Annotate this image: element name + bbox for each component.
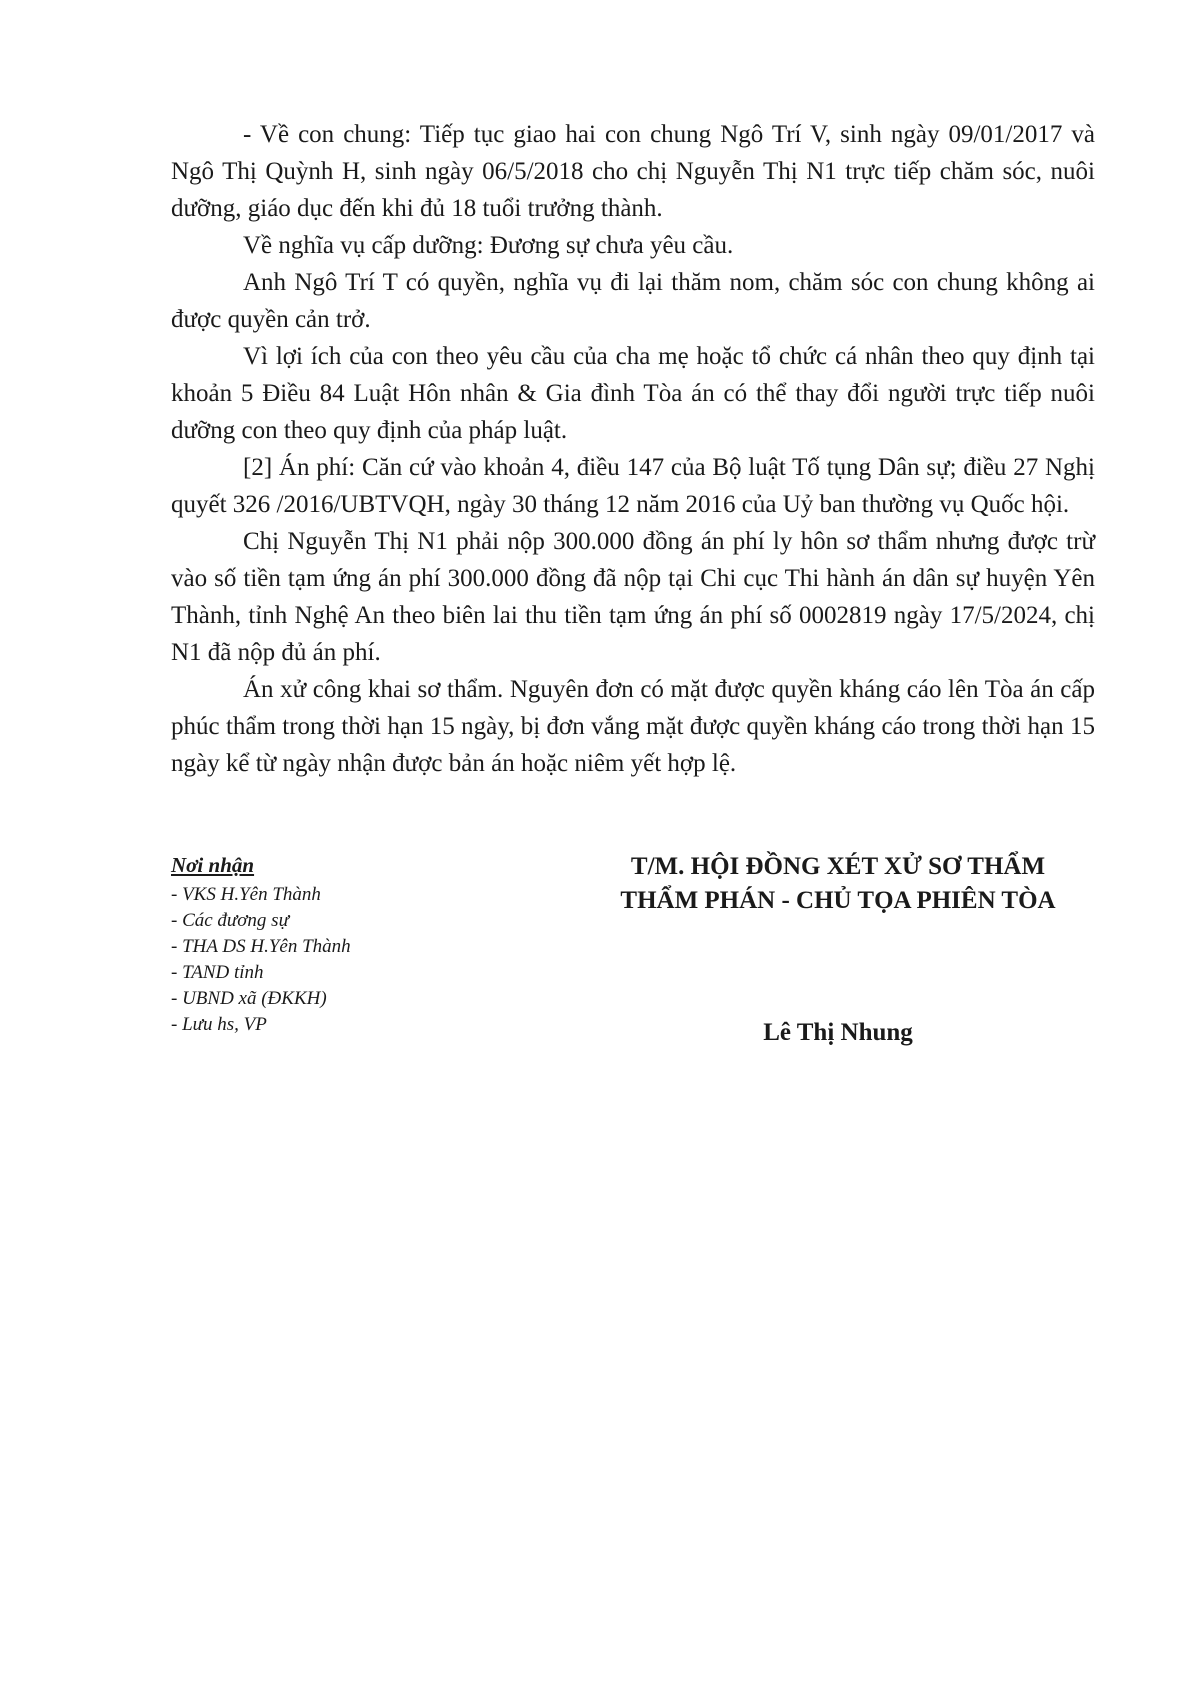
recipients-heading: Nơi nhận [171, 853, 255, 877]
paragraph-custody-change: Vì lợi ích của con theo yêu cầu của cha mẹ hoặc tổ chức cá nhân theo quy định tại khoản 5 Điều 84 Luật Hôn nhân & Gia đình Tòa án có thể thay đổi người trực tiếp nuôi dưỡng con theo quy định của pháp luật. [171, 343, 1095, 444]
judgment-body [171, 116, 1095, 782]
signer-name: Lê Thị Nhung [763, 1019, 913, 1046]
recipient-item: - THA DS H.Yên Thành [171, 936, 351, 957]
recipient-item: - TAND tỉnh [171, 962, 264, 983]
paragraph-court-fee-basis: [2] Án phí: Căn cứ vào khoản 4, điều 147 của Bộ luật Tố tụng Dân sự; điều 27 Nghị quyết 326 /2016/UBTVQH, ngày 30 tháng 12 năm 2016 của Uỷ ban thường vụ Quốc hội. [171, 454, 1095, 518]
recipient-item: - Các đương sự [171, 910, 289, 931]
paragraph-visitation-rights: Anh Ngô Trí T có quyền, nghĩa vụ đi lại thăm nom, chăm sóc con chung không ai được quyền cản trở. [171, 269, 1095, 333]
signature-block [581, 850, 1095, 1050]
document-footer [171, 850, 1095, 1070]
paragraph-appeal-rights: Án xử công khai sơ thẩm. Nguyên đơn có mặt được quyền kháng cáo lên Tòa án cấp phúc thẩm trong thời hạn 15 ngày, bị đơn vắng mặt được quyền kháng cáo trong thời hạn 15 ngày kể từ ngày nhận được bản án hoặc niêm yết hợp lệ. [171, 676, 1095, 777]
recipients-block [171, 850, 531, 1038]
paragraph-child-custody: - Về con chung: Tiếp tục giao hai con chung Ngô Trí V, sinh ngày 09/01/2017 và Ngô Thị Quỳnh H, sinh ngày 06/5/2018 cho chị Nguyễn Thị N1 trực tiếp chăm sóc, nuôi dưỡng, giáo dục đến khi đủ 18 tuổi trưởng thành. [171, 121, 1095, 222]
signature-judge-title: THẨM PHÁN - CHỦ TỌA PHIÊN TÒA [620, 887, 1056, 914]
signature-council-title: T/M. HỘI ĐỒNG XÉT XỬ SƠ THẨM [630, 853, 1046, 880]
recipient-item: - UBND xã (ĐKKH) [171, 988, 327, 1009]
recipient-item: - VKS H.Yên Thành [171, 884, 321, 905]
recipient-item: - Lưu hs, VP [171, 1014, 267, 1035]
recipients-list [171, 882, 531, 1038]
paragraph-child-support: Về nghĩa vụ cấp dưỡng: Đương sự chưa yêu cầu. [243, 232, 734, 259]
paragraph-court-fee-payment: Chị Nguyễn Thị N1 phải nộp 300.000 đồng án phí ly hôn sơ thẩm nhưng được trừ vào số tiền tạm ứng án phí 300.000 đồng đã nộp tại Chi cục Thi hành án dân sự huyện Yên Thành, tỉnh Nghệ An theo biên lai thu tiền tạm ứng án phí số 0002819 ngày 17/5/2024, chị N1 đã nộp đủ án phí. [171, 528, 1095, 666]
